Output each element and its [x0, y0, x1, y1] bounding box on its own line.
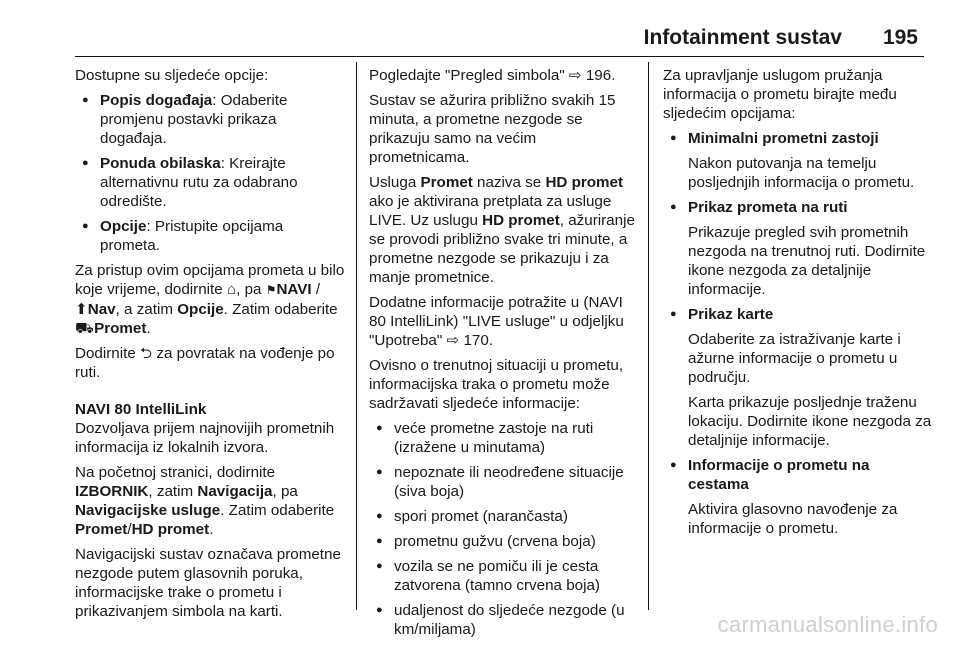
list-item: ● Opcije: Pristupite opcijama prometa.: [75, 217, 347, 255]
paragraph: Dostupne su sljedeće opcije:: [75, 67, 269, 84]
paragraph: Na početnoj stranici, dodirnite IZBORNIK, zatim Navigacija, pa Navigacijske usluge. Zatim odaberite Promet/HD promet.: [75, 464, 335, 538]
list-item: ● spori promet (narančasta): [369, 507, 635, 526]
list-item: ● Popis događaja: Odaberite promjenu postavki prikaza događaja.: [75, 91, 347, 148]
paragraph: Za pristup ovim opcijama prometa u bilo koje vrijeme, dodirnite ⌂, pa ⚑NAVI / ⬆Nav, a zatim Opcije. Zatim odaberite ⛟Promet.: [75, 262, 345, 337]
paragraph: Aktivira glasovno navođenje za informacije o prometu.: [688, 501, 898, 537]
home-icon: ⌂: [226, 281, 237, 298]
flag-icon: ⚑: [265, 283, 277, 297]
paragraph: Usluga Promet naziva se HD promet ako je aktivirana pretplata za usluge LIVE. Uz uslugu HD promet, ažuriranje se provodi približno svake tri minute, a prometne nezgode se prikazuju i za manje prometnice.: [369, 174, 635, 286]
paragraph: Dozvoljava prijem najnovijih prometnih informacija iz lokalnih izvora.: [75, 420, 335, 456]
traffic-icon: ⛟: [75, 320, 95, 337]
paragraph: Dodatne informacije potražite u (NAVI 80 IntelliLink) "LIVE usluge" u odjeljku "Upotreba" ⇨ 170.: [369, 294, 624, 349]
paragraph: Karta prikazuje posljednje traženu lokaciju. Dodirnite ikone nezgoda za detaljnije informacije.: [688, 394, 932, 449]
list-item: ● Prikaz prometa na ruti: [663, 198, 933, 217]
column-divider: [648, 62, 649, 610]
paragraph: Dodirnite ⮌ za povratak na vođenje po ruti.: [75, 345, 335, 381]
paragraph: Prikazuje pregled svih prometnih nezgoda na trenutnoj ruti. Dodirnite ikone nezgoda za detaljnije informacije.: [688, 224, 926, 298]
paragraph: Odaberite za istraživanje karte i ažurne informacije o prometu u području.: [688, 331, 901, 386]
column-2: [369, 66, 635, 645]
reference-arrow-icon: ⇨: [446, 332, 460, 349]
paragraph: Navigacijski sustav označava prometne nezgode putem glasovnih poruka, informacijske trake o prometu i prikazivanjem simbola na karti.: [75, 546, 341, 620]
watermark: carmanualsonline.info: [717, 612, 938, 637]
page-number: 195: [882, 26, 918, 49]
column-divider: [356, 62, 357, 610]
paragraph: Pogledajte "Pregled simbola" ⇨ 196.: [369, 67, 616, 84]
column-3: [663, 66, 933, 544]
list-item: ● Minimalni prometni zastoji: [663, 129, 933, 148]
page-header: [0, 0, 960, 60]
reference-arrow-icon: ⇨: [568, 67, 582, 84]
paragraph: Ovisno o trenutnoj situaciji u prometu, informacijska traka o prometu može sadržavati sljedeće informacije:: [369, 357, 624, 412]
list-item: ● Prikaz karte: [663, 305, 933, 324]
list-item: ● udaljenost do sljedeće nezgode (u km/miljama): [369, 601, 635, 639]
navigation-arrow-icon: ⬆: [75, 301, 88, 318]
paragraph: Sustav se ažurira približno svakih 15 minuta, a prometne nezgode se prikazuju samo na većim prometnicama.: [369, 92, 616, 166]
list-item: ● nepoznate ili neodređene situacije (siva boja): [369, 463, 635, 501]
list-item: ● vozila se ne pomiču ili je cesta zatvorena (tamno crvena boja): [369, 557, 635, 595]
back-arrow-icon: ⮌: [140, 345, 153, 362]
list-item: ● veće prometne zastoje na ruti (izražene u minutama): [369, 419, 635, 457]
paragraph: Za upravljanje uslugom pružanja informacija o prometu birajte među sljedećim opcijama:: [663, 67, 897, 122]
header-rule: [75, 56, 924, 57]
list-item: ● Ponuda obilaska: Kreirajte alternativnu rutu za odabrano odredište.: [75, 154, 347, 211]
column-1: [75, 66, 347, 627]
paragraph: Nakon putovanja na temelju posljednjih informacija o prometu.: [688, 155, 915, 191]
header-title: Infotainment sustav: [643, 26, 842, 49]
list-item: ● Informacije o prometu na cestama: [663, 456, 933, 494]
section-heading: NAVI 80 IntelliLink: [75, 401, 207, 418]
list-item: ● prometnu gužvu (crvena boja): [369, 532, 635, 551]
